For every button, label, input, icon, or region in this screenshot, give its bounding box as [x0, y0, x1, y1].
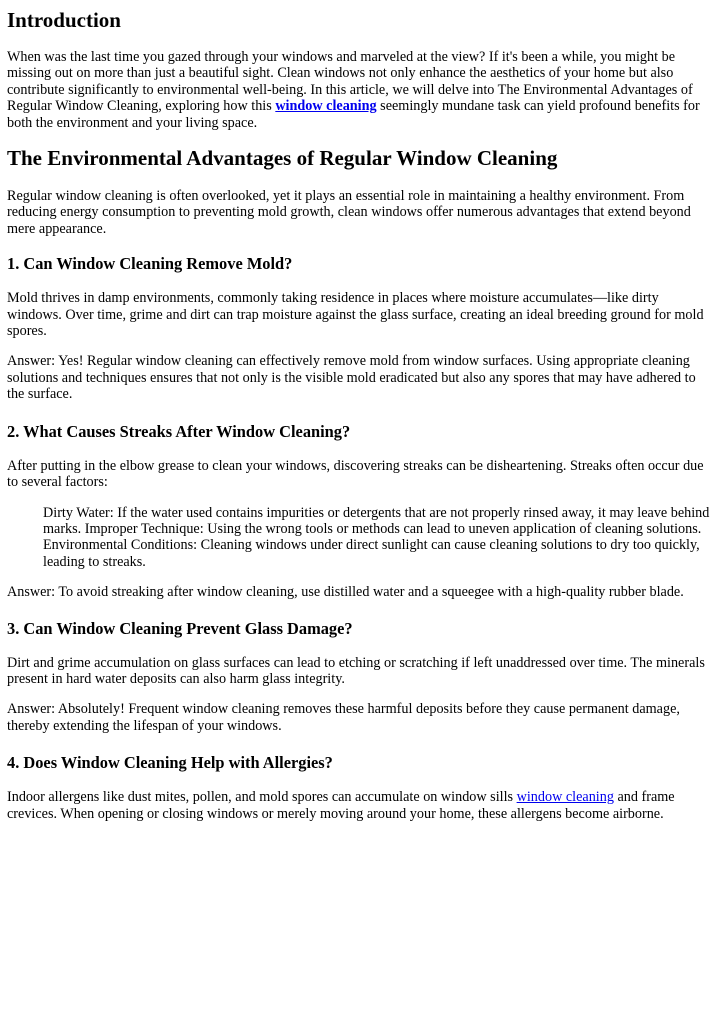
window-cleaning-link-2[interactable]: window cleaning: [516, 789, 614, 806]
intro-heading: Introduction: [7, 8, 121, 32]
window-cleaning-link[interactable]: window cleaning: [275, 98, 377, 115]
intro-text-part2: seemingly mundane task can yield profound benefits for both the environment and your living space.: [7, 98, 700, 131]
section-2-paragraph: After putting in the elbow grease to clean your windows, discovering streaks can be disheartening. Streaks often occur due to several factors:: [7, 457, 704, 491]
main-heading: The Environmental Advantages of Regular Window Cleaning: [7, 146, 558, 171]
section-3-answer: Answer: Absolutely! Frequent window cleaning removes these harmful deposits before they cause permanent damage, thereby extending the lifespan of your windows.: [7, 701, 680, 734]
section-4-paragraph: [7, 789, 713, 822]
section-4-heading: 4. Does Window Cleaning Help with Allergies?: [7, 753, 333, 773]
section-3-heading: 3. Can Window Cleaning Prevent Glass Damage?: [7, 618, 353, 638]
section-4-text-part1: Indoor allergens like dust mites, pollen, and mold spores can accumulate on window sills: [7, 789, 517, 806]
section-3-paragraph: Dirt and grime accumulation on glass surfaces can lead to etching or scratching if left unaddressed over time. The minerals present in hard water deposits can also harm glass integrity.: [7, 654, 705, 687]
intro-text-part1: When was the last time you gazed through your windows and marveled at the view? If it's been a while, you might be missing out on more than just a beautiful sight. Clean windows not only enhance the aesthetics of your home but also contribute significantly to environmental well-being. In this article, we will delve into The Environmental Advantages of Regular Window Cleaning, exploring how this: [7, 49, 693, 115]
section-4-text-part2: and frame crevices. When opening or closing windows or merely moving around your home, these allergens become airborne.: [7, 789, 675, 822]
section-2-heading: 2. What Causes Streaks After Window Cleaning?: [7, 421, 351, 441]
intro-paragraph: [7, 49, 713, 131]
section-1-answer: Answer: Yes! Regular window cleaning can effectively remove mold from window surfaces. Using appropriate cleaning solutions and techniques ensures that not only is the visible mold eradicated but also any spores that may have adhered to the surface.: [7, 353, 696, 403]
section-2-answer: Answer: To avoid streaking after window cleaning, use distilled water and a squeegee with a high-quality rubber blade.: [7, 584, 684, 601]
section-1-paragraph: Mold thrives in damp environments, commonly taking residence in places where moisture accumulates—like dirty windows. Over time, grime and dirt can trap moisture against the glass surface, creating an ideal breeding ground for mold spores.: [7, 290, 704, 340]
main-paragraph: Regular window cleaning is often overlooked, yet it plays an essential role in maintaining a healthy environment. From reducing energy consumption to preventing mold growth, clean windows offer numerous advantages that extend beyond mere appearance.: [7, 188, 691, 237]
section-2-causes-list: Dirty Water: If the water used contains impurities or detergents that are not properly rinsed away, it may leave behind marks. Improper Technique: Using the wrong tools or methods can lead to uneven application of cleaning solutions. Environmental Conditions: Cleaning windows under direct sunlight can cause cleaning solutions to dry too quickly, leading to streaks.: [43, 504, 710, 570]
section-1-heading: 1. Can Window Cleaning Remove Mold?: [7, 254, 293, 274]
